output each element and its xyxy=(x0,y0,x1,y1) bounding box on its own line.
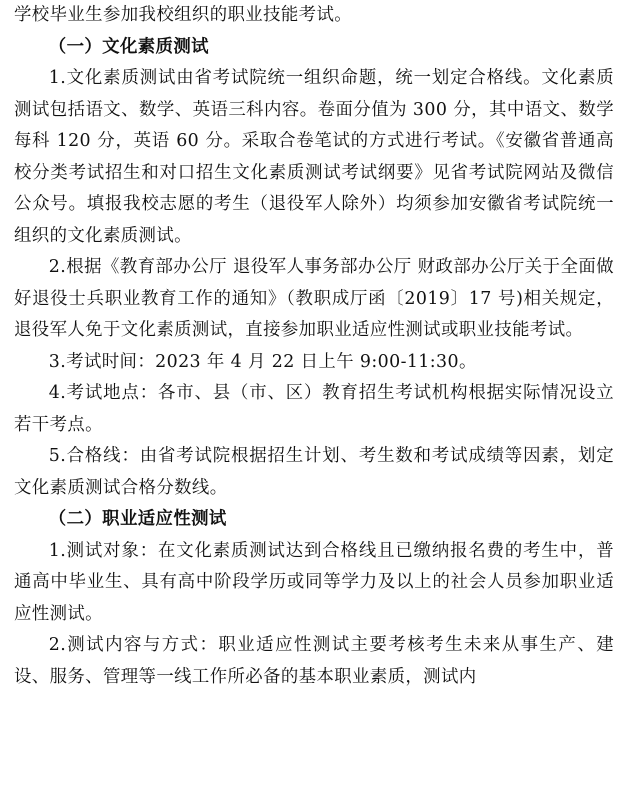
lead-line: 学校毕业生参加我校组织的职业技能考试。 xyxy=(14,5,353,25)
paragraph-culture-4: 4.考试地点：各市、县（市、区）教育招生考试机构根据实际情况设立若干考点。 xyxy=(14,383,614,435)
paragraph-aptitude-2: 2.测试内容与方式：职业适应性测试主要考核考生未来从事生产、建设、服务、管理等一线工作所必备的基本职业素质，测试内 xyxy=(14,635,614,687)
section-heading-aptitude-test: （二）职业适应性测试 xyxy=(48,509,227,529)
paragraph-culture-3: 3.考试时间：2023 年 4 月 22 日上午 9:00-11:30。 xyxy=(48,351,477,372)
paragraph-aptitude-1: 1.测试对象：在文化素质测试达到合格线且已缴纳报名费的考生中，普通高中毕业生、具有高中阶段学历或同等学力及以上的社会人员参加职业适应性测试。 xyxy=(14,540,614,624)
document-body xyxy=(14,0,614,693)
paragraph-culture-1: 1.文化素质测试由省考试院统一组织命题，统一划定合格线。文化素质测试包括语文、数学、英语三科内容。卷面分值为 300 分，其中语文、数学每科 120 分，英语 60 分。采取合卷笔试的方式进行考试。《安徽省普通高校分类考试招生和对口招生文化素质测试考试纲要》见省考试院网站及微信公众号。填报我校志愿的考生（退役军人除外）均须参加安徽省考试院统一组织的文化素质测试。 xyxy=(14,68,614,246)
paragraph-culture-2: 2.根据《教育部办公厅 退役军人事务部办公厅 财政部办公厅关于全面做好退役士兵职业教育工作的通知》（教职成厅函〔2019〕17 号)相关规定，退役军人免于文化素质测试，直接参加职业适应性测试或职业技能考试。 xyxy=(14,257,614,340)
paragraph-culture-5: 5.合格线：由省考试院根据招生计划、考生数和考试成绩等因素，划定文化素质测试合格分数线。 xyxy=(14,446,614,498)
section-heading-culture-test: （一）文化素质测试 xyxy=(48,36,209,57)
